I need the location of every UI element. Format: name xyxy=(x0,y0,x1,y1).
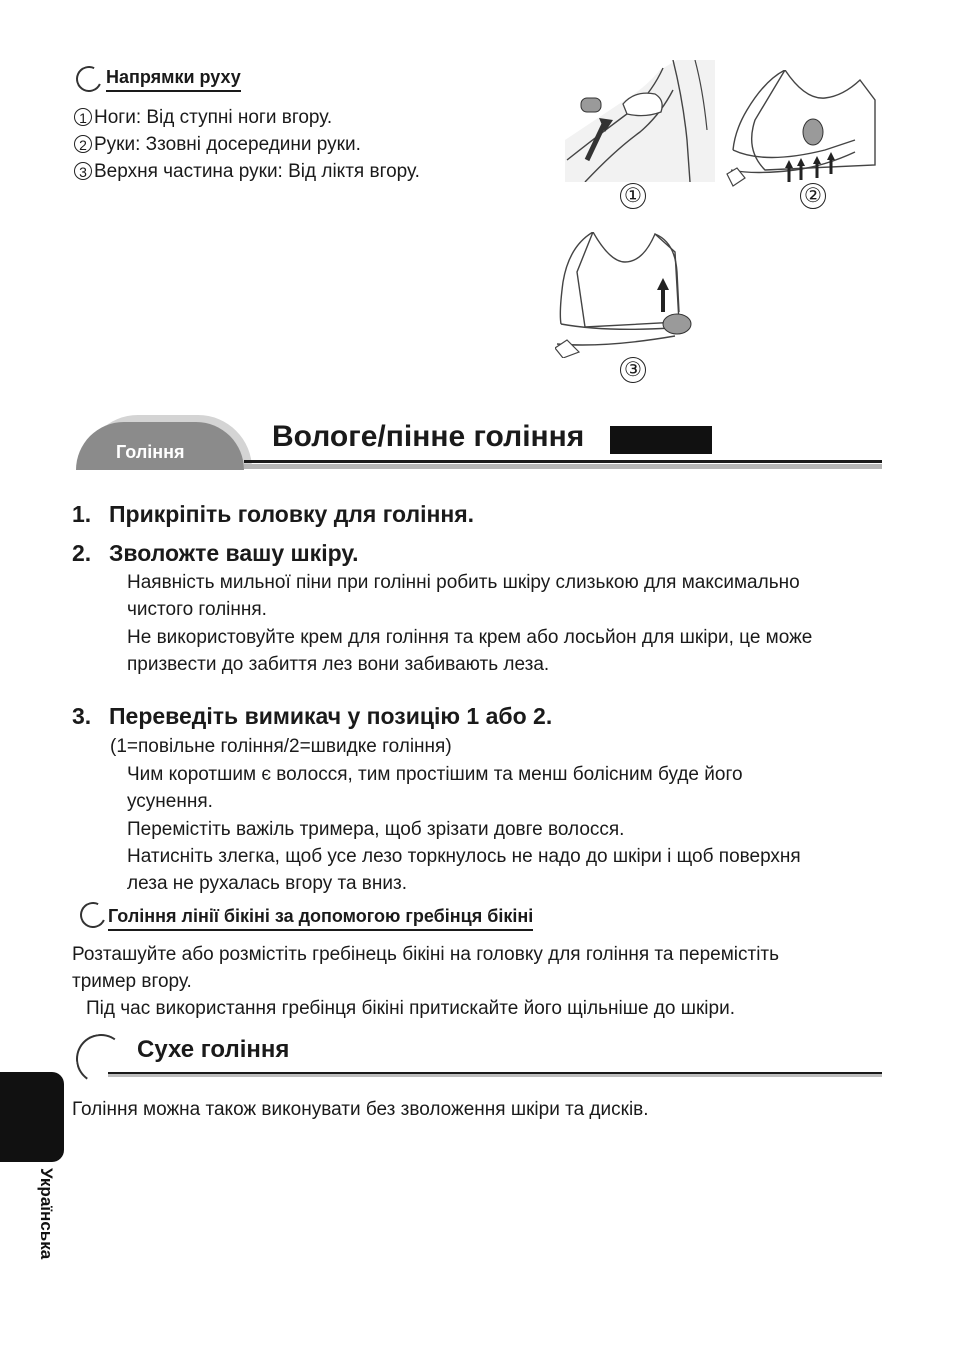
dry-rule-grey xyxy=(108,1074,882,1077)
section-arc-icon xyxy=(72,62,105,95)
leg-shaving-illustration xyxy=(565,60,715,182)
step-3-line: Натисніть злегка, щоб усе лезо торкнулось не надо до шкіри і щоб поверхня xyxy=(127,846,801,867)
step-2-line: Наявність мильної піни при голінні робить шкіру слизькою для максимально xyxy=(127,572,800,593)
upper-arm-shaving-illustration xyxy=(555,232,697,358)
step-3-line: Перемістіть важіль тримера, щоб зрізати довге волосся. xyxy=(127,819,625,840)
step-3: 3. Переведіть вимикач у позицію 1 або 2. xyxy=(72,703,553,729)
figure-label-2: ② xyxy=(800,183,826,209)
bikini-title: Гоління лінії бікіні за допомогою гребінця бікіні xyxy=(108,906,533,931)
title-rule-grey xyxy=(244,464,882,469)
step-3-line: Чим коротшим є волосся, тим простішим та менш болісним буде його xyxy=(127,764,743,785)
language-tab xyxy=(0,1072,64,1162)
step-2-line: Не використовуйте крем для гоління та крем або лосьйон для шкіри, це може xyxy=(127,627,813,648)
language-label: Українська xyxy=(37,1168,56,1260)
direction-item-3: 3 Верхня частина руки: Від ліктя вгору. xyxy=(74,160,420,184)
step-2-line: чистого гоління. xyxy=(127,599,267,620)
figure-label-3: ③ xyxy=(620,357,646,383)
step-2: 2. Зволожте вашу шкіру. xyxy=(72,540,359,566)
dry-title: Сухе гоління xyxy=(137,1036,290,1063)
bikini-line: Розташуйте або розмістіть гребінець бікіні на головку для гоління та перемістіть xyxy=(72,944,780,965)
black-badge xyxy=(610,426,712,454)
circled-number: 1 xyxy=(74,108,92,126)
title-rule xyxy=(244,460,882,463)
bikini-line: тример вгору. xyxy=(72,971,192,992)
step-1: 1. Прикріпіть головку для гоління. xyxy=(72,501,475,527)
section-arc-icon xyxy=(72,1030,130,1088)
directions-heading xyxy=(76,66,241,92)
section-tab: Гоління xyxy=(76,422,244,470)
step-3-line: леза не рухалась вгору та вниз. xyxy=(127,873,407,894)
step-3-line: усунення. xyxy=(127,791,213,812)
dry-text: Гоління можна також виконувати без зволоження шкіри та дисків. xyxy=(72,1099,649,1120)
direction-item-2: 2 Руки: Ззовні досередини руки. xyxy=(74,133,361,157)
circled-number: 2 xyxy=(74,135,92,153)
step-2-line: призвести до забиття лез вони забивають леза. xyxy=(127,654,550,675)
bikini-line: Під час використання гребінця бікіні притискайте його щільніше до шкіри. xyxy=(86,998,735,1019)
circled-number: 3 xyxy=(74,162,92,180)
figure-label-1: ① xyxy=(620,183,646,209)
direction-item-1: 1 Ноги: Від ступні ноги вгору. xyxy=(74,106,332,130)
step-3-note: (1=повільне гоління/2=швидке гоління) xyxy=(110,736,452,757)
section-arc-icon xyxy=(76,898,109,931)
arm-shaving-illustration xyxy=(725,70,877,190)
page-title: Вологе/пінне гоління xyxy=(272,420,585,453)
directions-title: Напрямки руху xyxy=(106,67,241,92)
